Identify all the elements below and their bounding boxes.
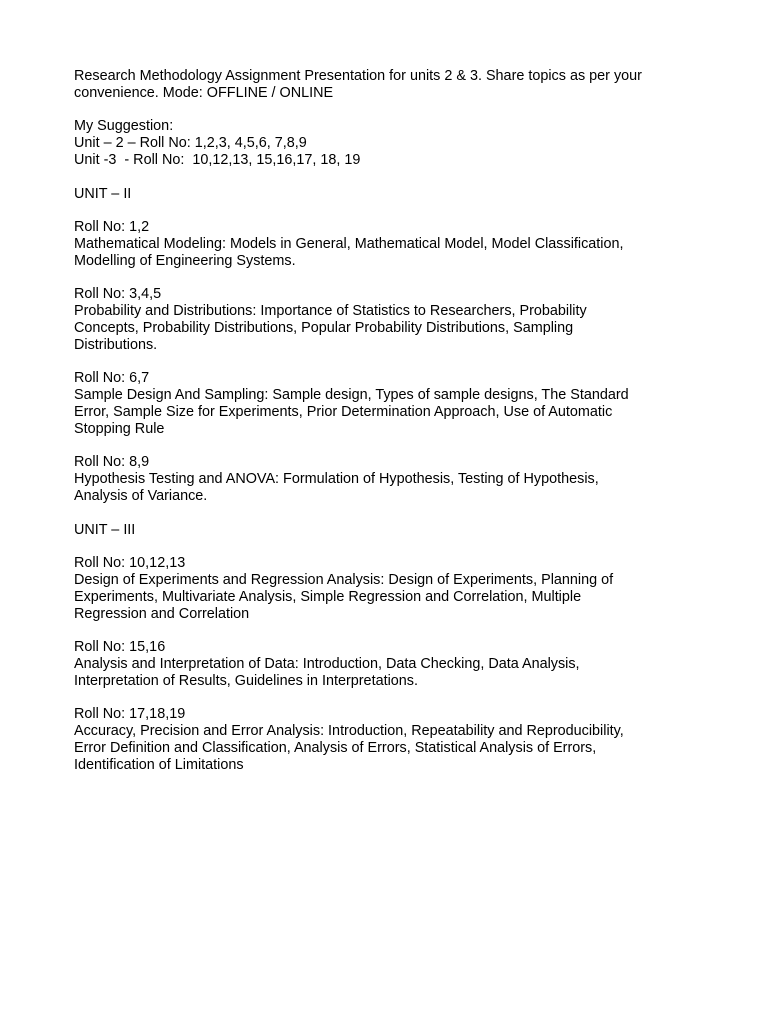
intro-paragraph <box>74 68 714 102</box>
topic-line: Analysis and Interpretation of Data: Introduction, Data Checking, Data Analysis, <box>74 655 580 672</box>
topic-line: Error, Sample Size for Experiments, Prior Determination Approach, Use of Automatic <box>74 403 613 420</box>
roll-number: Roll No: 6,7 <box>74 370 150 387</box>
unit2-heading <box>74 186 714 203</box>
topic-line: Sample Design And Sampling: Sample design, Types of sample designs, The Standard <box>74 387 629 404</box>
roll-number: Roll No: 17,18,19 <box>74 706 186 723</box>
roll-number: Roll No: 3,4,5 <box>74 286 162 303</box>
document-body <box>74 68 714 790</box>
topic-line: Modelling of Engineering Systems. <box>74 252 296 269</box>
topic-line: Accuracy, Precision and Error Analysis: Introduction, Repeatability and Reproducibility, <box>74 723 624 740</box>
topic-line: Mathematical Modeling: Models in General, Mathematical Model, Model Classification, <box>74 235 624 252</box>
roll-number: Roll No: 15,16 <box>74 639 166 656</box>
unit3-topic-1 <box>74 555 714 622</box>
suggestion-unit3: Unit -3 - Roll No: 10,12,13, 15,16,17, 18, 19 <box>74 151 361 168</box>
topic-line: Regression and Correlation <box>74 605 250 622</box>
section-heading: UNIT – II <box>74 185 132 202</box>
suggestion-heading: My Suggestion: <box>74 118 174 135</box>
unit3-topic-2 <box>74 639 714 689</box>
topic-line: Hypothesis Testing and ANOVA: Formulation of Hypothesis, Testing of Hypothesis, <box>74 471 599 488</box>
intro-line: convenience. Mode: OFFLINE / ONLINE <box>74 84 334 101</box>
unit2-topic-3 <box>74 370 714 437</box>
unit3-topic-3 <box>74 706 714 773</box>
unit2-topic-1 <box>74 219 714 269</box>
roll-number: Roll No: 10,12,13 <box>74 555 186 572</box>
section-heading: UNIT – III <box>74 521 136 538</box>
topic-line: Error Definition and Classification, Analysis of Errors, Statistical Analysis of Errors, <box>74 739 597 756</box>
topic-line: Design of Experiments and Regression Analysis: Design of Experiments, Planning of <box>74 571 614 588</box>
suggestion-unit2: Unit – 2 – Roll No: 1,2,3, 4,5,6, 7,8,9 <box>74 135 307 152</box>
topic-line: Concepts, Probability Distributions, Popular Probability Distributions, Sampling <box>74 319 574 336</box>
topic-line: Probability and Distributions: Importance of Statistics to Researchers, Probability <box>74 303 587 320</box>
topic-line: Interpretation of Results, Guidelines in Interpretations. <box>74 672 418 689</box>
unit2-topic-4 <box>74 454 714 504</box>
topic-line: Analysis of Variance. <box>74 487 208 504</box>
roll-number: Roll No: 1,2 <box>74 219 150 236</box>
unit3-heading <box>74 522 714 539</box>
topic-line: Experiments, Multivariate Analysis, Simple Regression and Correlation, Multiple <box>74 588 582 605</box>
intro-line: Research Methodology Assignment Presentation for units 2 & 3. Share topics as per your <box>74 68 642 84</box>
topic-line: Distributions. <box>74 336 158 353</box>
topic-line: Stopping Rule <box>74 420 165 437</box>
unit2-topic-2 <box>74 286 714 353</box>
suggestion-block <box>74 118 714 168</box>
topic-line: Identification of Limitations <box>74 756 244 773</box>
roll-number: Roll No: 8,9 <box>74 454 150 471</box>
